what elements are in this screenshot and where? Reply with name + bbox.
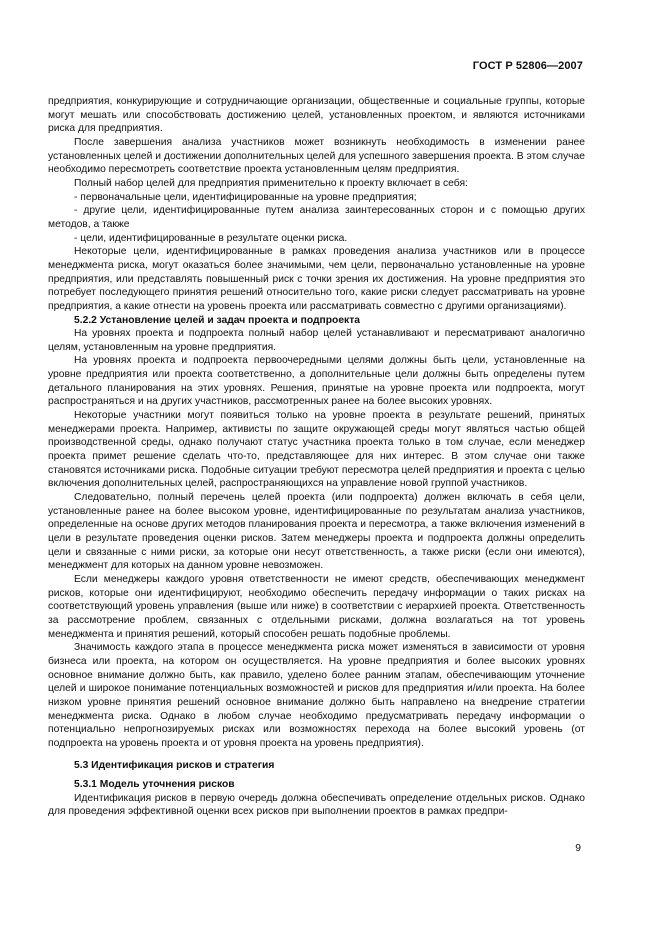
- section-heading-5-2-2: 5.2.2 Установление целей и задач проекта и подпроекта: [74, 314, 360, 326]
- paragraph: Значимость каждого этапа в процессе менеджмента риска может изменяться в зависимости от уровня бизнеса или проекта, на котором он осуществляется. На уровне предприятия и более высоких уровнях основное внимание должно быть, как правило, уделено более ранним этапам, обеспечивающим уточнение целей и широкое понимание потенциальных возможностей и рисков для предприятия и/или проекта. На более низком уровне принятия решений основное внимание должно быть направлено на внедрение стратегии менеджмента риска. Однако в любом случае необходимо предусматривать передачу информации о потенциально непрогнозируемых рисках или возможностях перехода на более высокий уровень (от подпроекта на уровень проекта и от уровня проекта на уровень предприятия).: [48, 642, 585, 749]
- list-item: - первоначальные цели, идентифицированные на уровне предприятия;: [74, 191, 417, 203]
- paragraph: Некоторые участники могут появиться только на уровне проекта в результате решений, принятых менеджерами проекта. Например, активисты по защите окружающей среды могут являться частью общей производственной среды, однако получают статус участника проекта только в том случае, если менеджер проекта примет решение сделать что-то, представляющее для них интерес. В этом случае они также становятся источниками риска. Подобные ситуации требуют пересмотра целей предприятия и проекта с целью включения дополнительных целей, распространяющихся на управление новой группой участников.: [48, 410, 585, 490]
- list-item: - цели, идентифицированные в результате оценки риска.: [74, 232, 348, 244]
- document-standard-id: ГОСТ Р 52806—2007: [472, 60, 583, 72]
- paragraph: Полный набор целей для предприятия применительно к проекту включает в себя:: [74, 177, 468, 189]
- paragraph: На уровнях проекта и подпроекта полный набор целей устанавливают и пересматривают аналогично целям, установленным на уровне предприятия.: [48, 328, 585, 353]
- paragraph: На уровнях проекта и подпроекта первоочередными целями должны быть цели, установленные на уровне предприятия или проекта соответственно, а дополнительные цели должны быть определены путем детального планирования на этих уровнях. Решения, принятые на уровне проекта или подпроекта, могут распространяться и на других участников, рассмотренных ранее на более высоких уровнях.: [48, 355, 585, 408]
- paragraph: Следовательно, полный перечень целей проекта (или подпроекта) должен включать в себя цели, установленные ранее на более высоком уровне, идентифицированные по результатам анализа участников, определенные на основе других методов планирования проекта и пересмотра, а также включения изменений в цели в результате проведения оценки рисков. Затем менеджеры проекта и подпроекта должны определить цели и связанные с ними риски, за которые они несут ответственность, а также риски (если они имеются), менеджмент для которых на данном уровне невозможен.: [48, 492, 585, 572]
- section-heading-5-3: 5.3 Идентификация рисков и стратегия: [74, 759, 275, 771]
- paragraph: Если менеджеры каждого уровня ответственности не имеют средств, обеспечивающих менеджмент рисков, которые они идентифицируют, необходимо обеспечить передачу информации о таких рисках на соответствующий уровень управления (выше или ниже) в соответствии с иерархией проекта. Ответственность за рассмотрение проблем, связанных с отдельными рисками, должна возлагаться на тот уровень менеджмента и принятия решений, который способен решать подобные проблемы.: [48, 573, 585, 640]
- document-body: [48, 95, 585, 819]
- paragraph: Некоторые цели, идентифицированные в рамках проведения анализа участников или в процессе менеджмента риска, могут оказаться более значимыми, чем цели, первоначально установленные на уровне предприятия, или представлять повышенный риск с точки зрения их достижения. На уровне предприятия это потребует последующего принятия решений относительно того, какие риски следует рассматривать на уровне предприятия, а какие отнести на уровень проекта или рассматривать совместно с другими организациями).: [48, 246, 585, 312]
- page-number: 9: [575, 843, 581, 854]
- section-heading-5-3-1: 5.3.1 Модель уточнения рисков: [74, 779, 235, 791]
- paragraph: После завершения анализа участников может возникнуть необходимость в изменении ранее установленных целей и достижении дополнительных целей для успешного завершения проекта. В этом случае необходимо пересмотреть соответствие проекта установленным целям предприятия.: [48, 136, 585, 176]
- paragraph: предприятия, конкурирующие и сотрудничающие организации, общественные и социальные группы, которые могут мешать или способствовать достижению целей, установленных проектом, и являются источниками риска для предприятия.: [48, 96, 585, 135]
- paragraph: Идентификация рисков в первую очередь должна обеспечивать определение отдельных рисков. Однако для проведения эффективной оценки всех рисков при выполнении проектов в рамках предпри-: [48, 792, 585, 818]
- list-item: - другие цели, идентифицированные путем анализа заинтересованных сторон и с помощью других методов, а также: [48, 205, 585, 230]
